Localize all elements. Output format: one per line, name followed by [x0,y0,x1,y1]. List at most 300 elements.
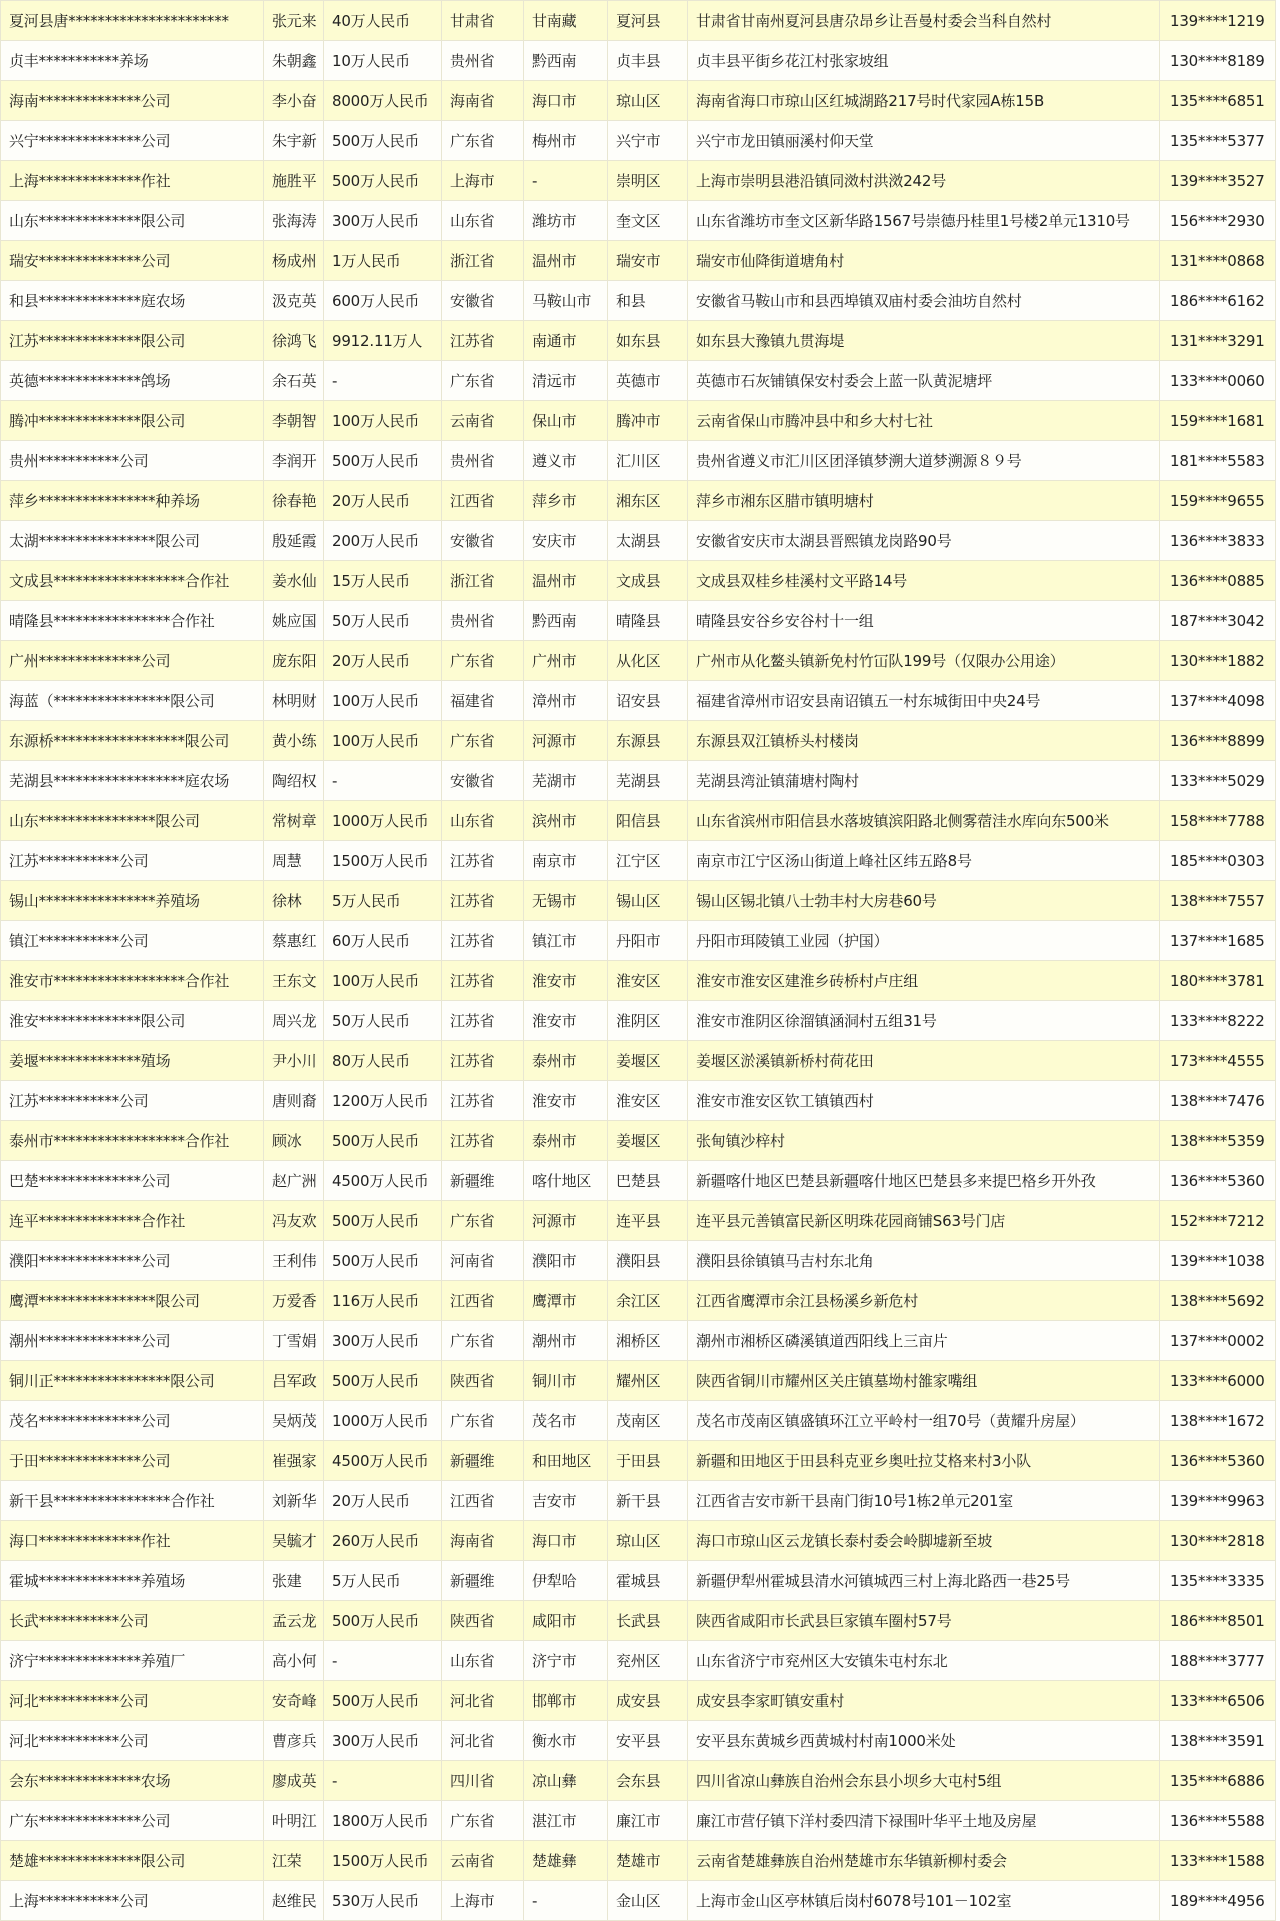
province-cell: 安徽省 [442,521,524,561]
legal-rep-cell: 张元来 [264,1,324,41]
address-cell: 新疆伊犁州霍城县清水河镇城西三村上海北路西一巷25号 [688,1561,1160,1601]
company-name-cell: 海蓝（****************限公司 [1,681,264,721]
province-cell: 陕西省 [442,1361,524,1401]
company-name-cell: 海口**************作社 [1,1521,264,1561]
address-cell: 上海市崇明县港沿镇同滧村洪滧242号 [688,161,1160,201]
district-cell: 淮安区 [608,961,688,1001]
legal-rep-cell: 姜水仙 [264,561,324,601]
address-cell: 兴宁市龙田镇丽溪村仰天堂 [688,121,1160,161]
address-cell: 晴隆县安谷乡安谷村十一组 [688,601,1160,641]
province-cell: 浙江省 [442,241,524,281]
legal-rep-cell: 姚应国 [264,601,324,641]
legal-rep-cell: 黄小练 [264,721,324,761]
phone-cell: 133****5029 [1160,761,1276,801]
table-row [1,1401,1276,1441]
phone-cell: 136****5588 [1160,1801,1276,1841]
province-cell: 新疆维 [442,1561,524,1601]
legal-rep-cell: 尹小川 [264,1041,324,1081]
city-cell: 淮安市 [524,961,608,1001]
company-name-cell: 贵州***********公司 [1,441,264,481]
capital-cell: 500万人民币 [324,1241,442,1281]
legal-rep-cell: 王利伟 [264,1241,324,1281]
city-cell: 楚雄彝 [524,1841,608,1881]
legal-rep-cell: 丁雪娟 [264,1321,324,1361]
address-cell: 甘肃省甘南州夏河县唐尕昂乡让吾曼村委会当科自然村 [688,1,1160,41]
province-cell: 贵州省 [442,441,524,481]
district-cell: 金山区 [608,1881,688,1921]
legal-rep-cell: 张建 [264,1561,324,1601]
capital-cell: 300万人民币 [324,1321,442,1361]
phone-cell: 136****5360 [1160,1161,1276,1201]
city-cell: 漳州市 [524,681,608,721]
city-cell: 芜湖市 [524,761,608,801]
legal-rep-cell: 蔡惠红 [264,921,324,961]
province-cell: 江苏省 [442,961,524,1001]
address-cell: 如东县大豫镇九贯海堤 [688,321,1160,361]
address-cell: 江西省鹰潭市余江县杨溪乡新危村 [688,1281,1160,1321]
company-name-cell: 楚雄**************限公司 [1,1841,264,1881]
table-row [1,721,1276,761]
table-row [1,1081,1276,1121]
phone-cell: 187****3042 [1160,601,1276,641]
phone-cell: 181****5583 [1160,441,1276,481]
legal-rep-cell: 徐鸿飞 [264,321,324,361]
company-name-cell: 兴宁**************公司 [1,121,264,161]
district-cell: 文成县 [608,561,688,601]
province-cell: 上海市 [442,1881,524,1921]
capital-cell: 500万人民币 [324,1201,442,1241]
capital-cell: 20万人民币 [324,641,442,681]
capital-cell: 50万人民币 [324,1001,442,1041]
phone-cell: 180****3781 [1160,961,1276,1001]
table-row [1,561,1276,601]
table-row [1,1001,1276,1041]
company-name-cell: 新干县****************合作社 [1,1481,264,1521]
company-name-cell: 萍乡****************种养场 [1,481,264,521]
phone-cell: 130****1882 [1160,641,1276,681]
phone-cell: 173****4555 [1160,1041,1276,1081]
phone-cell: 138****7557 [1160,881,1276,921]
company-name-cell: 泰州市******************合作社 [1,1121,264,1161]
table-row [1,1641,1276,1681]
address-cell: 锡山区锡北镇八士勃丰村大房巷60号 [688,881,1160,921]
legal-rep-cell: 曹彦兵 [264,1721,324,1761]
table-row [1,1841,1276,1881]
city-cell: 海口市 [524,81,608,121]
province-cell: 陕西省 [442,1601,524,1641]
company-name-cell: 巴楚**************公司 [1,1161,264,1201]
district-cell: 兖州区 [608,1641,688,1681]
province-cell: 上海市 [442,161,524,201]
table-row [1,1121,1276,1161]
address-cell: 东源县双江镇桥头村楼岗 [688,721,1160,761]
phone-cell: 185****0303 [1160,841,1276,881]
city-cell: 淮安市 [524,1001,608,1041]
phone-cell: 137****1685 [1160,921,1276,961]
province-cell: 江西省 [442,481,524,521]
table-row [1,321,1276,361]
capital-cell: - [324,761,442,801]
address-cell: 新疆喀什地区巴楚县新疆喀什地区巴楚县多来提巴格乡开外孜 [688,1161,1160,1201]
address-cell: 江西省吉安市新干县南门街10号1栋2单元201室 [688,1481,1160,1521]
province-cell: 浙江省 [442,561,524,601]
table-row [1,361,1276,401]
phone-cell: 135****3335 [1160,1561,1276,1601]
city-cell: 湛江市 [524,1801,608,1841]
province-cell: 广东省 [442,361,524,401]
district-cell: 姜堰区 [608,1041,688,1081]
capital-cell: 5万人民币 [324,881,442,921]
company-name-cell: 济宁**************养殖厂 [1,1641,264,1681]
phone-cell: 133****6000 [1160,1361,1276,1401]
province-cell: 广东省 [442,1401,524,1441]
company-name-cell: 晴隆县****************合作社 [1,601,264,641]
legal-rep-cell: 杨成州 [264,241,324,281]
capital-cell: 10万人民币 [324,41,442,81]
address-cell: 安平县东黄城乡西黄城村村南1000米处 [688,1721,1160,1761]
city-cell: 伊犁哈 [524,1561,608,1601]
table-row [1,961,1276,1001]
province-cell: 河北省 [442,1721,524,1761]
city-cell: 河源市 [524,1201,608,1241]
address-cell: 文成县双桂乡桂溪村文平路14号 [688,561,1160,601]
table-row [1,1441,1276,1481]
legal-rep-cell: 李朝智 [264,401,324,441]
phone-cell: 136****8899 [1160,721,1276,761]
capital-cell: 8000万人民币 [324,81,442,121]
district-cell: 霍城县 [608,1561,688,1601]
city-cell: 无锡市 [524,881,608,921]
city-cell: 清远市 [524,361,608,401]
legal-rep-cell: 吕军政 [264,1361,324,1401]
address-cell: 淮安市淮安区钦工镇镇西村 [688,1081,1160,1121]
capital-cell: 500万人民币 [324,1361,442,1401]
company-name-cell: 淮安市******************合作社 [1,961,264,1001]
phone-cell: 158****7788 [1160,801,1276,841]
legal-rep-cell: 周慧 [264,841,324,881]
province-cell: 广东省 [442,121,524,161]
company-name-cell: 于田**************公司 [1,1441,264,1481]
district-cell: 贞丰县 [608,41,688,81]
legal-rep-cell: 常树章 [264,801,324,841]
phone-cell: 130****2818 [1160,1521,1276,1561]
phone-cell: 133****6506 [1160,1681,1276,1721]
city-cell: 濮阳市 [524,1241,608,1281]
district-cell: 成安县 [608,1681,688,1721]
city-cell: 海口市 [524,1521,608,1561]
company-name-cell: 山东**************限公司 [1,201,264,241]
legal-rep-cell: 王东文 [264,961,324,1001]
legal-rep-cell: 吴毓才 [264,1521,324,1561]
legal-rep-cell: 孟云龙 [264,1601,324,1641]
capital-cell: 20万人民币 [324,481,442,521]
phone-cell: 159****1681 [1160,401,1276,441]
province-cell: 江苏省 [442,881,524,921]
city-cell: 甘南藏 [524,1,608,41]
legal-rep-cell: 廖成英 [264,1761,324,1801]
province-cell: 海南省 [442,81,524,121]
province-cell: 山东省 [442,801,524,841]
table-row [1,761,1276,801]
company-name-cell: 茂名**************公司 [1,1401,264,1441]
phone-cell: 133****8222 [1160,1001,1276,1041]
address-cell: 姜堰区淤溪镇新桥村荷花田 [688,1041,1160,1081]
city-cell: 温州市 [524,241,608,281]
capital-cell: 1500万人民币 [324,1841,442,1881]
capital-cell: 1万人民币 [324,241,442,281]
district-cell: 于田县 [608,1441,688,1481]
legal-rep-cell: 江荣 [264,1841,324,1881]
legal-rep-cell: 赵广洲 [264,1161,324,1201]
table-row [1,1281,1276,1321]
district-cell: 和县 [608,281,688,321]
district-cell: 奎文区 [608,201,688,241]
company-name-cell: 东源桥******************限公司 [1,721,264,761]
legal-rep-cell: 唐则裔 [264,1081,324,1121]
district-cell: 丹阳市 [608,921,688,961]
legal-rep-cell: 庞东阳 [264,641,324,681]
company-name-cell: 鹰潭****************限公司 [1,1281,264,1321]
company-name-cell: 腾冲**************限公司 [1,401,264,441]
table-row [1,81,1276,121]
capital-cell: 500万人民币 [324,1601,442,1641]
district-cell: 淮阴区 [608,1001,688,1041]
capital-cell: 100万人民币 [324,721,442,761]
district-cell: 长武县 [608,1601,688,1641]
district-cell: 阳信县 [608,801,688,841]
legal-rep-cell: 赵维民 [264,1881,324,1921]
city-cell: 鹰潭市 [524,1281,608,1321]
phone-cell: 130****8189 [1160,41,1276,81]
company-name-cell: 瑞安**************公司 [1,241,264,281]
address-cell: 云南省楚雄彝族自治州楚雄市东华镇新柳村委会 [688,1841,1160,1881]
capital-cell: 530万人民币 [324,1881,442,1921]
province-cell: 江苏省 [442,1081,524,1121]
city-cell: 河源市 [524,721,608,761]
phone-cell: 139****3527 [1160,161,1276,201]
district-cell: 东源县 [608,721,688,761]
capital-cell: 260万人民币 [324,1521,442,1561]
capital-cell: 1000万人民币 [324,1401,442,1441]
company-name-cell: 芜湖县******************庭农场 [1,761,264,801]
address-cell: 上海市金山区亭林镇后岗村6078号101－102室 [688,1881,1160,1921]
company-name-cell: 海南**************公司 [1,81,264,121]
district-cell: 连平县 [608,1201,688,1241]
table-row [1,161,1276,201]
company-name-cell: 镇江***********公司 [1,921,264,961]
address-cell: 萍乡市湘东区腊市镇明塘村 [688,481,1160,521]
district-cell: 湘东区 [608,481,688,521]
city-cell: 保山市 [524,401,608,441]
legal-rep-cell: 徐春艳 [264,481,324,521]
city-cell: 咸阳市 [524,1601,608,1641]
province-cell: 广东省 [442,1321,524,1361]
legal-rep-cell: 顾冰 [264,1121,324,1161]
address-cell: 福建省漳州市诏安县南诏镇五一村东城街田中央24号 [688,681,1160,721]
legal-rep-cell: 林明财 [264,681,324,721]
table-row [1,881,1276,921]
table-row [1,1761,1276,1801]
province-cell: 四川省 [442,1761,524,1801]
province-cell: 甘肃省 [442,1,524,41]
table-row [1,121,1276,161]
district-cell: 濮阳县 [608,1241,688,1281]
legal-rep-cell: 徐林 [264,881,324,921]
district-cell: 安平县 [608,1721,688,1761]
company-name-cell: 文成县******************合作社 [1,561,264,601]
capital-cell: 200万人民币 [324,521,442,561]
district-cell: 余江区 [608,1281,688,1321]
district-cell: 巴楚县 [608,1161,688,1201]
city-cell: 广州市 [524,641,608,681]
legal-rep-cell: 朱宇新 [264,121,324,161]
phone-cell: 136****3833 [1160,521,1276,561]
capital-cell: - [324,361,442,401]
table-row [1,1801,1276,1841]
phone-cell: 152****7212 [1160,1201,1276,1241]
district-cell: 瑞安市 [608,241,688,281]
address-cell: 广州市从化鳌头镇新免村竹冚队199号（仅限办公用途） [688,641,1160,681]
phone-cell: 186****6162 [1160,281,1276,321]
district-cell: 晴隆县 [608,601,688,641]
capital-cell: 40万人民币 [324,1,442,41]
capital-cell: 60万人民币 [324,921,442,961]
capital-cell: 1000万人民币 [324,801,442,841]
province-cell: 云南省 [442,1841,524,1881]
company-name-cell: 姜堰**************殖场 [1,1041,264,1081]
address-cell: 连平县元善镇富民新区明珠花园商铺S63号门店 [688,1201,1160,1241]
district-cell: 夏河县 [608,1,688,41]
city-cell: 温州市 [524,561,608,601]
table-body [1,1,1276,1921]
capital-cell: 100万人民币 [324,681,442,721]
province-cell: 江苏省 [442,841,524,881]
address-cell: 张甸镇沙梓村 [688,1121,1160,1161]
capital-cell: 600万人民币 [324,281,442,321]
table-row [1,241,1276,281]
district-cell: 锡山区 [608,881,688,921]
legal-rep-cell: 余石英 [264,361,324,401]
district-cell: 崇明区 [608,161,688,201]
legal-rep-cell: 李润开 [264,441,324,481]
table-row [1,1161,1276,1201]
company-name-cell: 濮阳**************公司 [1,1241,264,1281]
table-row [1,481,1276,521]
province-cell: 山东省 [442,1641,524,1681]
address-cell: 茂名市茂南区镇盛镇环江立平岭村一组70号（黄耀升房屋） [688,1401,1160,1441]
phone-cell: 138****1672 [1160,1401,1276,1441]
phone-cell: 188****3777 [1160,1641,1276,1681]
address-cell: 山东省滨州市阳信县水落坡镇滨阳路北侧雾蓿洼水库向东500米 [688,801,1160,841]
district-cell: 琼山区 [608,1521,688,1561]
city-cell: 喀什地区 [524,1161,608,1201]
city-cell: 南京市 [524,841,608,881]
city-cell: 遵义市 [524,441,608,481]
city-cell: 邯郸市 [524,1681,608,1721]
table-row [1,681,1276,721]
address-cell: 山东省济宁市兖州区大安镇朱屯村东北 [688,1641,1160,1681]
legal-rep-cell: 冯友欢 [264,1201,324,1241]
city-cell: 铜川市 [524,1361,608,1401]
phone-cell: 133****0060 [1160,361,1276,401]
table-row [1,1321,1276,1361]
legal-rep-cell: 安奇峰 [264,1681,324,1721]
province-cell: 新疆维 [442,1441,524,1481]
address-cell: 海口市琼山区云龙镇长泰村委会岭脚墟新至坡 [688,1521,1160,1561]
city-cell: 黔西南 [524,41,608,81]
province-cell: 江西省 [442,1281,524,1321]
company-name-cell: 江苏***********公司 [1,1081,264,1121]
city-cell: 衡水市 [524,1721,608,1761]
capital-cell: 100万人民币 [324,401,442,441]
phone-cell: 139****9963 [1160,1481,1276,1521]
city-cell: 梅州市 [524,121,608,161]
capital-cell: 116万人民币 [324,1281,442,1321]
company-name-cell: 会东**************农场 [1,1761,264,1801]
legal-rep-cell: 施胜平 [264,161,324,201]
table-row [1,1481,1276,1521]
legal-rep-cell: 吴炳茂 [264,1401,324,1441]
address-cell: 濮阳县徐镇镇马吉村东北角 [688,1241,1160,1281]
province-cell: 河北省 [442,1681,524,1721]
address-cell: 南京市江宁区汤山街道上峰社区纬五路8号 [688,841,1160,881]
phone-cell: 189****4956 [1160,1881,1276,1921]
province-cell: 贵州省 [442,601,524,641]
address-cell: 海南省海口市琼山区红城湖路217号时代家园A栋15B [688,81,1160,121]
city-cell: 凉山彝 [524,1761,608,1801]
province-cell: 江苏省 [442,1001,524,1041]
district-cell: 琼山区 [608,81,688,121]
address-cell: 山东省潍坊市奎文区新华路1567号崇德丹桂里1号楼2单元1310号 [688,201,1160,241]
address-cell: 潮州市湘桥区磷溪镇道西阳线上三亩片 [688,1321,1160,1361]
capital-cell: - [324,1641,442,1681]
city-cell: 萍乡市 [524,481,608,521]
city-cell: 和田地区 [524,1441,608,1481]
legal-rep-cell: 张海涛 [264,201,324,241]
table-row [1,801,1276,841]
district-cell: 茂南区 [608,1401,688,1441]
province-cell: 江西省 [442,1481,524,1521]
address-cell: 丹阳市珥陵镇工业园（护国） [688,921,1160,961]
table-row [1,201,1276,241]
district-cell: 淮安区 [608,1081,688,1121]
district-cell: 太湖县 [608,521,688,561]
city-cell: 茂名市 [524,1401,608,1441]
legal-rep-cell: 高小何 [264,1641,324,1681]
district-cell: 会东县 [608,1761,688,1801]
capital-cell: 300万人民币 [324,201,442,241]
company-name-cell: 太湖****************限公司 [1,521,264,561]
capital-cell: 300万人民币 [324,1721,442,1761]
city-cell: 泰州市 [524,1121,608,1161]
phone-cell: 156****2930 [1160,201,1276,241]
district-cell: 从化区 [608,641,688,681]
city-cell: 滨州市 [524,801,608,841]
table-row [1,1681,1276,1721]
phone-cell: 137****4098 [1160,681,1276,721]
address-cell: 安徽省马鞍山市和县西埠镇双庙村委会油坊自然村 [688,281,1160,321]
company-name-cell: 贞丰***********养场 [1,41,264,81]
city-cell: 马鞍山市 [524,281,608,321]
capital-cell: 100万人民币 [324,961,442,1001]
table-row [1,641,1276,681]
phone-cell: 135****6851 [1160,81,1276,121]
company-name-cell: 上海***********公司 [1,1881,264,1921]
address-cell: 廉江市营仔镇下洋村委四清下禄围叶华平土地及房屋 [688,1801,1160,1841]
legal-rep-cell: 周兴龙 [264,1001,324,1041]
table-row [1,1,1276,41]
table-row [1,1721,1276,1761]
